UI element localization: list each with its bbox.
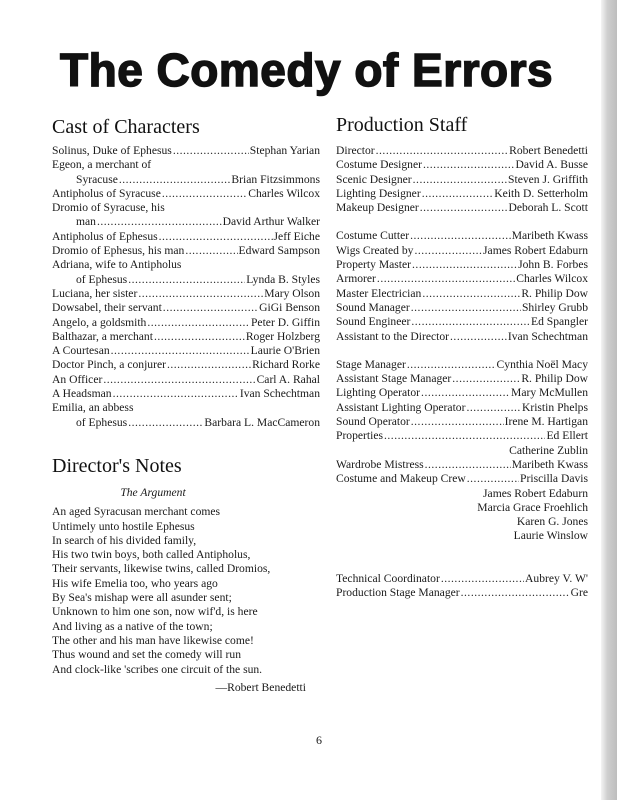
- row-value: Deborah L. Scott: [508, 201, 588, 215]
- leader-dots: [128, 416, 203, 430]
- poem-line: Untimely unto hostile Ephesus: [52, 519, 195, 533]
- row-value: Marcia Grace Froehlich: [477, 500, 588, 514]
- leader-dots: [185, 244, 237, 258]
- leader-row: [52, 387, 320, 401]
- leader-dots: [128, 273, 245, 287]
- cast-role-line: Emilia, an abbess: [52, 401, 134, 415]
- row-label: Angelo, a goldsmith: [52, 315, 147, 329]
- row-label: Makeup Designer: [336, 201, 419, 215]
- leader-row: [336, 272, 588, 286]
- leader-dots: [377, 272, 515, 286]
- leader-dots: [113, 387, 239, 401]
- leader-row: [52, 416, 320, 430]
- leader-row: [336, 158, 588, 172]
- leader-row: [336, 572, 588, 586]
- row-label: of Ephesus: [76, 415, 128, 429]
- group-spacer: [336, 215, 588, 229]
- row-label: Technical Coordinator: [336, 571, 440, 585]
- leader-row: [336, 144, 588, 158]
- poem: [52, 505, 314, 677]
- poem-line: And clock-like 'scribes one circuit of the sun.: [52, 662, 263, 676]
- leader-row: [336, 458, 588, 472]
- row-label: Scenic Designer: [336, 172, 412, 186]
- staff-list: [336, 144, 588, 600]
- page-number: 6: [316, 733, 322, 747]
- leader-row: [52, 330, 320, 344]
- leader-dots: [422, 187, 494, 201]
- cast-role-line: Adriana, wife to Antipholus: [52, 258, 182, 272]
- staff-extra-name: [336, 444, 588, 458]
- leader-dots: [467, 472, 519, 486]
- row-value: Barbara L. MacCameron: [204, 415, 320, 429]
- staff-extra-name: [336, 501, 588, 515]
- row-label: Syracuse: [76, 172, 118, 186]
- staff-extra-name: [336, 515, 588, 529]
- row-value: Steven J. Griffith: [508, 172, 588, 186]
- row-label: Lighting Operator: [336, 386, 421, 400]
- leader-dots: [452, 372, 520, 386]
- row-value: Edward Sampson: [238, 244, 320, 258]
- leader-dots: [413, 173, 507, 187]
- row-value: Charles Wilcox: [516, 272, 588, 286]
- leader-dots: [412, 258, 517, 272]
- row-value: Mary Olson: [264, 286, 320, 300]
- leader-dots: [410, 229, 511, 243]
- leader-row: [336, 586, 588, 600]
- row-label: Director: [336, 144, 375, 157]
- row-value: David A. Busse: [515, 158, 588, 172]
- leader-dots: [461, 586, 570, 600]
- leader-row: [52, 273, 320, 287]
- leader-row: [52, 358, 320, 372]
- leader-row: [336, 386, 588, 400]
- leader-row: [336, 415, 588, 429]
- leader-dots: [466, 401, 521, 415]
- row-label: Balthazar, a merchant: [52, 329, 153, 343]
- row-value: GiGi Benson: [259, 301, 320, 315]
- leader-dots: [159, 230, 273, 244]
- row-label: A Headsman: [52, 387, 112, 401]
- leader-dots: [422, 287, 520, 301]
- leader-dots: [376, 144, 508, 158]
- row-value: Priscilla Davis: [520, 472, 588, 486]
- scan-page-edge: [601, 0, 617, 800]
- leader-row: [52, 244, 320, 258]
- leader-row: [336, 244, 588, 258]
- row-label: Luciana, her sister: [52, 286, 138, 300]
- row-label: Property Master: [336, 258, 412, 272]
- row-label: Lighting Designer: [336, 186, 421, 200]
- leader-row: [336, 301, 588, 315]
- leader-dots: [423, 158, 515, 172]
- leader-dots: [167, 358, 251, 372]
- row-label: Sound Manager: [336, 300, 410, 314]
- leader-row: [336, 187, 588, 201]
- row-value: Gre: [570, 586, 588, 600]
- poem-line: In search of his divided family,: [52, 533, 197, 547]
- row-value: Kristin Phelps: [521, 400, 588, 414]
- leader-row: [52, 373, 320, 387]
- row-value: James Robert Edaburn: [483, 486, 588, 500]
- argument-subheading: The Argument: [120, 486, 186, 499]
- row-label: Production Stage Manager: [336, 586, 460, 600]
- leader-row: [52, 287, 320, 301]
- directors-notes: [52, 486, 314, 695]
- row-label: Solinus, Duke of Ephesus: [52, 144, 172, 157]
- row-label: of Ephesus: [76, 272, 128, 286]
- row-value: Ed Ellert: [546, 429, 588, 443]
- poem-line: Thus wound and set the comedy will run: [52, 648, 242, 662]
- row-value: Carl A. Rahal: [256, 372, 320, 386]
- row-value: David Arthur Walker: [222, 215, 320, 229]
- row-label: Dowsabel, their servant: [52, 301, 162, 315]
- row-label: Wardrobe Mistress: [336, 457, 424, 471]
- leader-dots: [407, 358, 496, 372]
- row-value: Karen G. Jones: [516, 515, 588, 529]
- leader-row: [336, 258, 588, 272]
- row-value: Stephan Yarian: [249, 144, 320, 157]
- leader-dots: [414, 244, 482, 258]
- leader-row: [336, 201, 588, 215]
- row-label: Assistant to the Director: [336, 329, 450, 343]
- row-value: James Robert Edaburn: [483, 243, 588, 257]
- cast-list: [52, 144, 320, 430]
- leader-dots: [147, 316, 250, 330]
- row-value: Jeff Eiche: [273, 229, 320, 243]
- leader-row: [52, 316, 320, 330]
- row-value: Keith D. Setterholm: [494, 186, 588, 200]
- leader-row: [52, 144, 320, 158]
- row-value: Brian Fitzsimmons: [231, 172, 320, 186]
- poem-line: The other and his man have likewise come!: [52, 633, 254, 647]
- leader-row: [52, 301, 320, 315]
- poem-line: By Sea's mishap were all asunder sent;: [52, 591, 232, 605]
- row-label: Properties: [336, 429, 384, 443]
- row-value: Roger Holzberg: [245, 329, 320, 343]
- poem-line: His wife Emelia too, who years ago: [52, 576, 218, 590]
- row-value: Peter D. Giffin: [250, 315, 320, 329]
- row-label: Costume and Makeup Crew: [336, 472, 466, 486]
- row-value: Laurie Winslow: [513, 529, 588, 543]
- row-label: Dromio of Ephesus, his man: [52, 244, 185, 258]
- row-label: A Courtesan: [52, 344, 110, 358]
- row-label: Antipholus of Ephesus: [52, 229, 158, 243]
- leader-dots: [420, 201, 508, 215]
- row-label: Costume Designer: [336, 158, 422, 172]
- leader-row: [336, 330, 588, 344]
- leader-dots: [411, 415, 504, 429]
- leader-row: [336, 287, 588, 301]
- row-label: Wigs Created by: [336, 243, 414, 257]
- leader-row: [336, 358, 588, 372]
- leader-row: [52, 187, 320, 201]
- leader-dots: [138, 287, 263, 301]
- leader-dots: [421, 386, 510, 400]
- row-value: Maribeth Kwass: [511, 229, 588, 243]
- row-value: Maribeth Kwass: [511, 457, 588, 471]
- leader-dots: [173, 144, 249, 158]
- row-label: An Officer: [52, 372, 103, 386]
- staff-extra-name: [336, 487, 588, 501]
- leader-row: [336, 173, 588, 187]
- leader-row: [52, 230, 320, 244]
- leader-dots: [411, 301, 521, 315]
- cast-heading: Cast of Characters: [52, 116, 200, 138]
- row-value: Cynthia Noël Macy: [496, 357, 588, 371]
- row-value: John B. Forbes: [518, 258, 588, 272]
- row-value: Ivan Schechtman: [239, 387, 320, 401]
- leader-dots: [384, 429, 545, 443]
- row-label: Assistant Stage Manager: [336, 372, 452, 386]
- row-label: Master Electrician: [336, 286, 422, 300]
- poem-line: And living as a native of the town;: [52, 619, 213, 633]
- row-value: Robert Benedetti: [509, 144, 588, 157]
- cast-role-line: Egeon, a merchant of: [52, 158, 152, 172]
- directors-notes-heading: Director's Notes: [52, 455, 182, 477]
- leader-dots: [163, 301, 258, 315]
- leader-row: [336, 472, 588, 486]
- row-label: Armorer: [336, 272, 376, 286]
- leader-row: [336, 401, 588, 415]
- leader-dots: [425, 458, 511, 472]
- leader-row: [336, 315, 588, 329]
- row-value: Ivan Schechtman: [507, 329, 588, 343]
- row-value: Ed Spangler: [531, 315, 588, 329]
- poem-line: Their servants, likewise twins, called Dromios,: [52, 562, 271, 576]
- leader-row: [52, 173, 320, 187]
- row-label: Assistant Lighting Operator: [336, 400, 466, 414]
- leader-dots: [411, 315, 530, 329]
- row-label: man: [76, 215, 96, 229]
- leader-dots: [97, 215, 222, 229]
- row-value: Aubrey V. W': [525, 571, 588, 585]
- staff-extra-name: [336, 529, 588, 543]
- staff-heading: Production Staff: [336, 114, 468, 136]
- leader-row: [336, 429, 588, 443]
- leader-dots: [441, 572, 524, 586]
- poem-line: His two twin boys, both called Antipholus,: [52, 548, 251, 562]
- row-label: Stage Manager: [336, 357, 406, 371]
- row-label: Costume Cutter: [336, 229, 410, 243]
- row-label: Sound Engineer: [336, 315, 411, 329]
- row-label: Antipholus of Syracuse: [52, 186, 161, 200]
- row-value: R. Philip Dow: [521, 372, 588, 386]
- signature: —Robert Benedetti: [215, 680, 306, 694]
- leader-dots: [154, 330, 245, 344]
- row-value: R. Philip Dow: [521, 286, 588, 300]
- leader-dots: [103, 373, 255, 387]
- leader-dots: [119, 173, 231, 187]
- group-spacer: [336, 344, 588, 358]
- row-value: Mary McMullen: [511, 386, 588, 400]
- row-value: Charles Wilcox: [248, 186, 320, 200]
- row-value: Irene M. Hartigan: [504, 415, 588, 429]
- group-spacer: [336, 558, 588, 572]
- page-title: The Comedy of Errors: [60, 44, 554, 96]
- row-label: Doctor Pinch, a conjurer: [52, 358, 166, 372]
- leader-row: [52, 344, 320, 358]
- leader-dots: [111, 344, 250, 358]
- cast-role-line: Dromio of Syracuse, his: [52, 201, 165, 215]
- leader-dots: [162, 187, 247, 201]
- leader-row: [336, 372, 588, 386]
- leader-row: [52, 215, 320, 229]
- leader-row: [336, 229, 588, 243]
- row-value: Laurie O'Brien: [250, 344, 320, 358]
- row-value: Richard Rorke: [252, 358, 320, 372]
- poem-line: Unknown to him one son, now wif'd, is here: [52, 605, 258, 619]
- row-value: Shirley Grubb: [521, 300, 588, 314]
- row-value: Lynda B. Styles: [246, 272, 320, 286]
- leader-dots: [450, 330, 507, 344]
- group-spacer: [336, 544, 588, 558]
- row-label: Sound Operator: [336, 415, 410, 429]
- poem-line: An aged Syracusan merchant comes: [52, 505, 221, 519]
- row-value: Catherine Zublin: [509, 443, 588, 457]
